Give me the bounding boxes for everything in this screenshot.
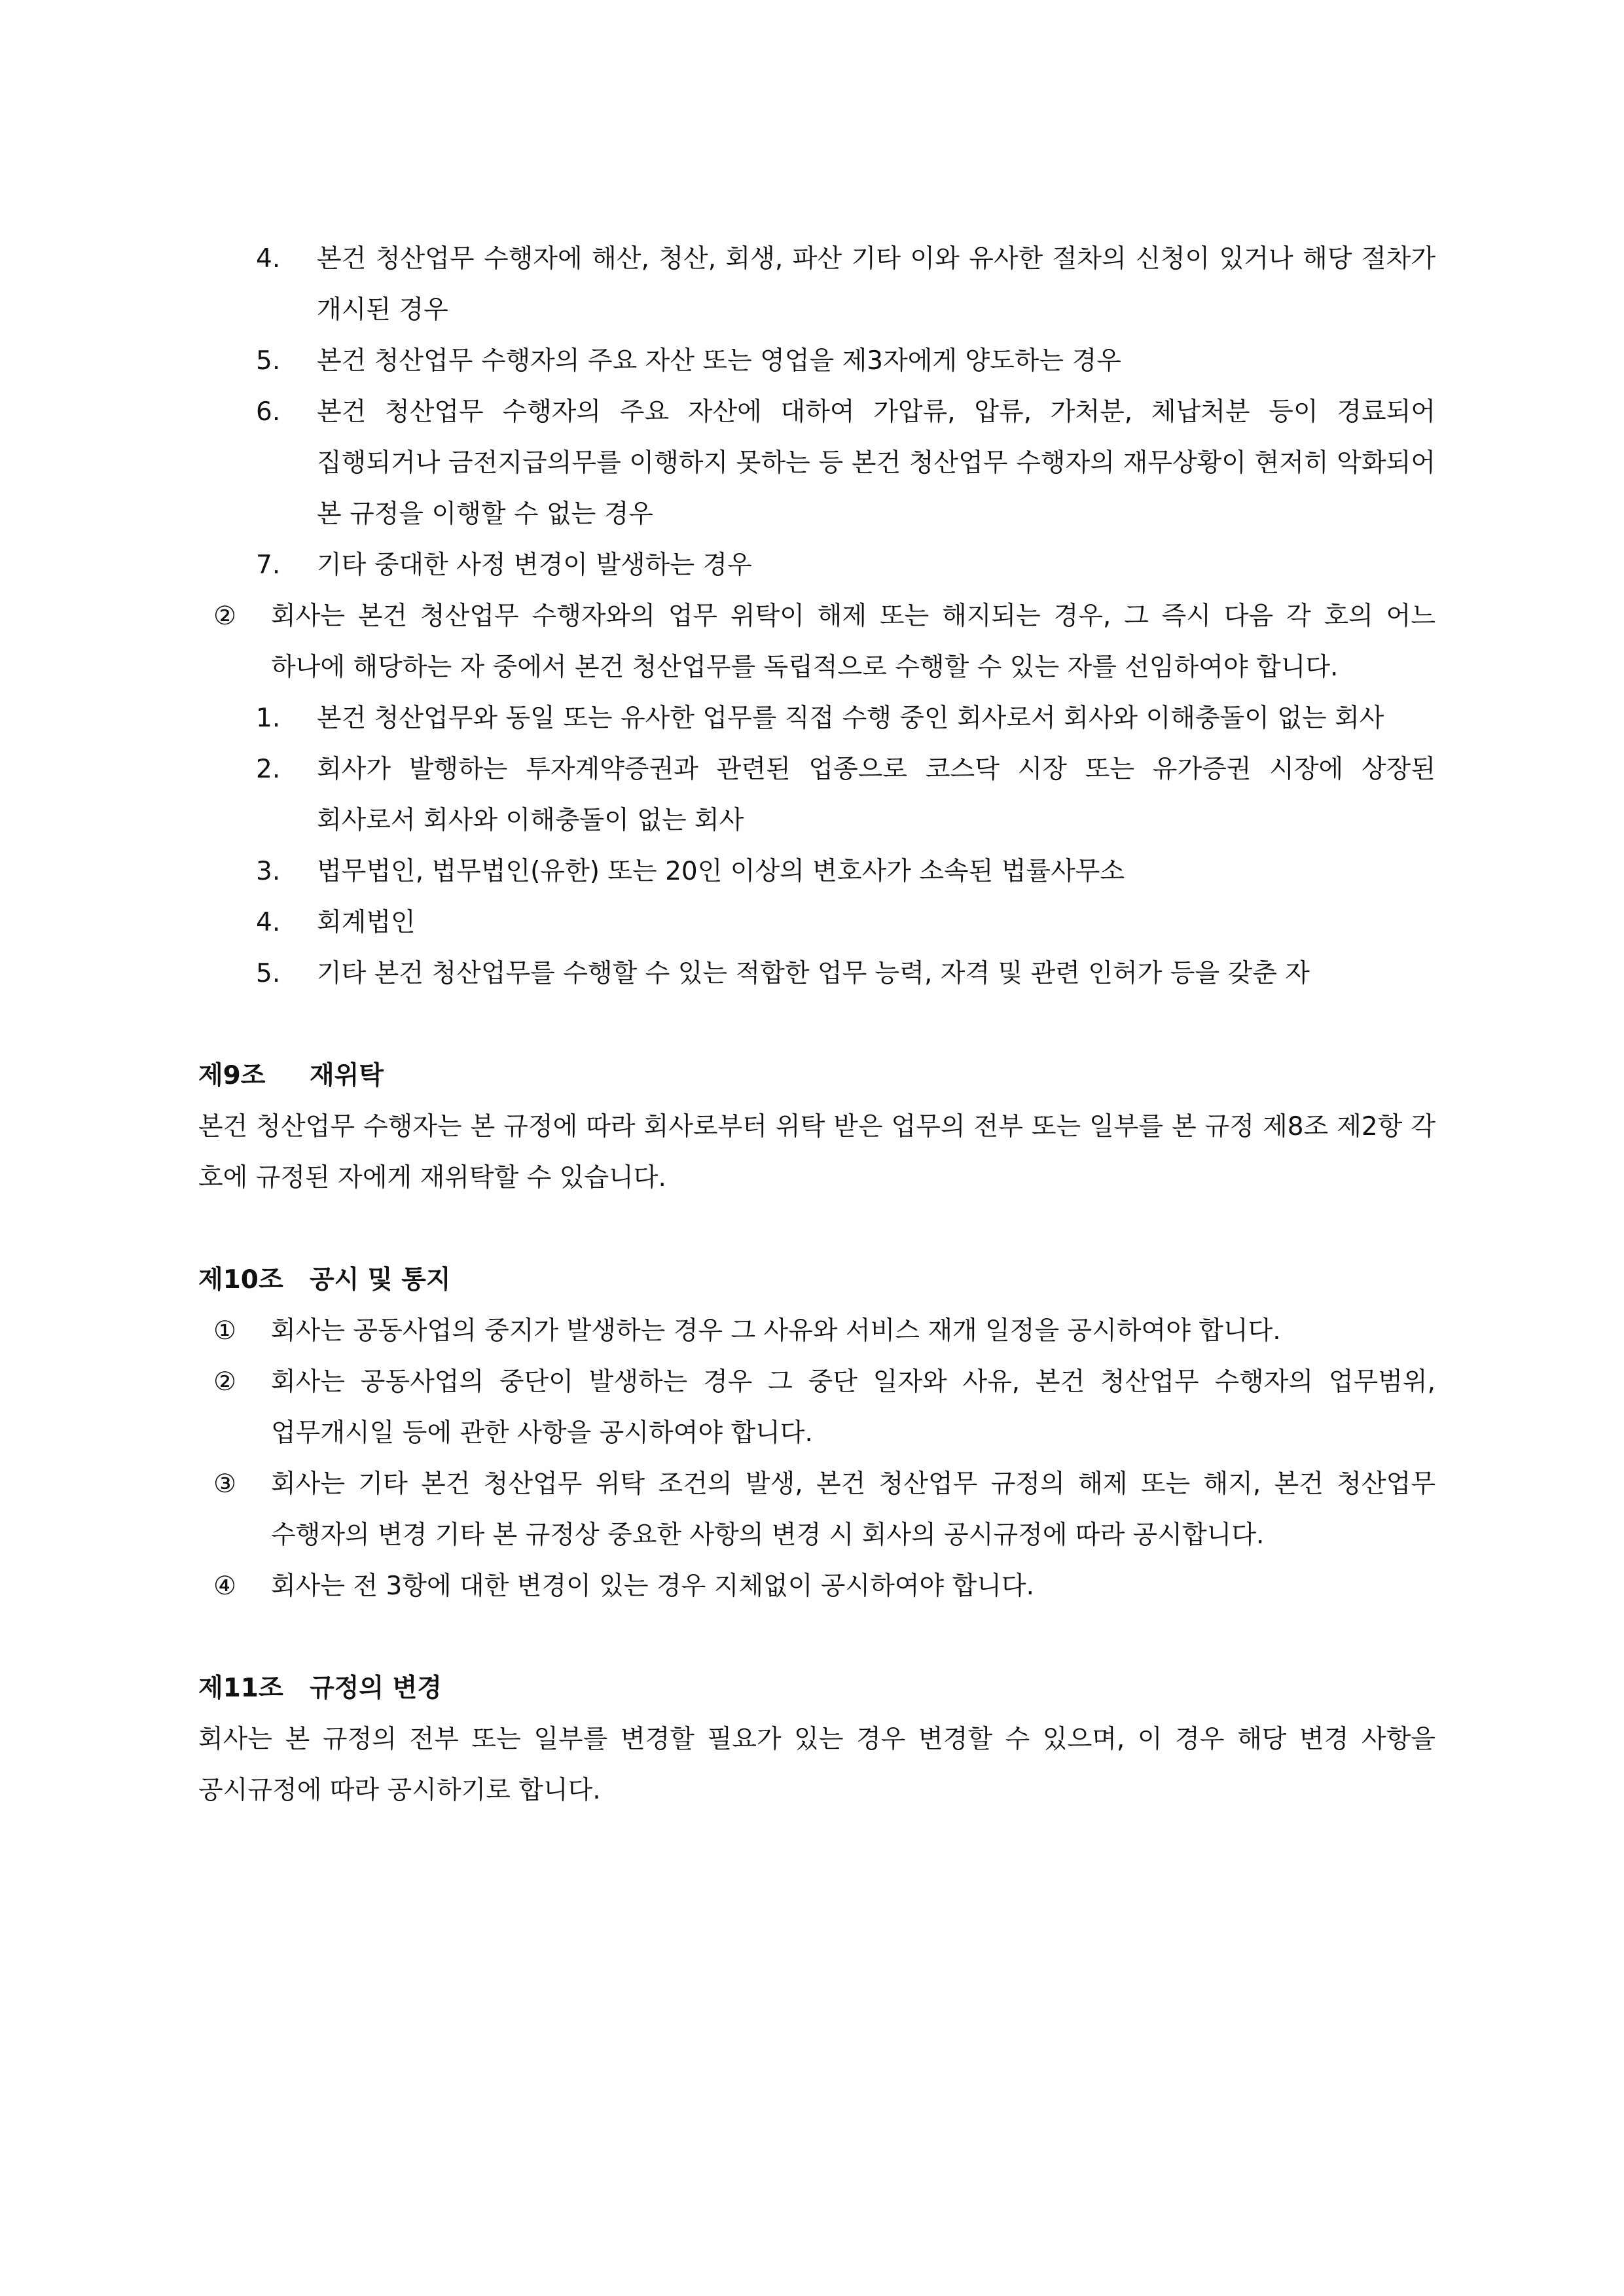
paragraph-marker: ② (213, 1367, 236, 1397)
item-text: 기타 중대한 사정 변경이 발생하는 경우 (317, 550, 752, 580)
article-number: 제9조 (198, 1061, 266, 1090)
list-item (198, 846, 1435, 897)
list-item (198, 234, 1435, 336)
item-text: 본건 청산업무와 동일 또는 유사한 업무를 직접 수행 중인 회사로서 회사와 이해충돌이 없는 회사 (317, 704, 1384, 733)
list-item (198, 387, 1435, 540)
paragraph-text: 회사는 본건 청산업무 수행자와의 업무 위탁이 해제 또는 해지되는 경우, 그 즉시 다음 각 호의 어느 하나에 해당하는 자 중에서 본건 청산업무를 독립적으로 수행할 수 있는 자를 선임하여야 합니다. (271, 601, 1435, 682)
article-body: 회사는 본 규정의 전부 또는 일부를 변경할 필요가 있는 경우 변경할 수 있으며, 이 경우 해당 변경 사항을 공시규정에 따라 공시하기로 합니다. (198, 1725, 1435, 1805)
paragraph-text: 회사는 전 3항에 대한 변경이 있는 경우 지체없이 공시하여야 합니다. (271, 1571, 1034, 1601)
article-body: 본건 청산업무 수행자는 본 규정에 따라 회사로부터 위탁 받은 업무의 전부 또는 일부를 본 규정 제8조 제2항 각 호에 규정된 자에게 재위탁할 수 있습니다. (198, 1112, 1435, 1193)
paragraph-text: 회사는 기타 본건 청산업무 위탁 조건의 발생, 본건 청산업무 규정의 해제 또는 해지, 본건 청산업무 수행자의 변경 기타 본 규정상 중요한 사항의 변경 시 회사의 공시규정에 따라 공시합니다. (271, 1469, 1435, 1550)
article-heading-10 (198, 1255, 1435, 1306)
item-number: 4. (256, 908, 281, 937)
article-title: 규정의 변경 (310, 1674, 442, 1703)
item-number: 7. (256, 550, 281, 580)
item-number: 3. (256, 857, 281, 886)
article-title: 재위탁 (310, 1061, 384, 1090)
item-number: 6. (256, 397, 281, 427)
paragraph (198, 591, 1435, 693)
item-text: 본건 청산업무 수행자의 주요 자산에 대하여 가압류, 압류, 가처분, 체납처분 등이 경료되어 집행되거나 금전지급의무를 이행하지 못하는 등 본건 청산업무 수행자의 재무상황이 현저히 악화되어 본 규정을 이행할 수 없는 경우 (317, 397, 1435, 529)
article-title: 공시 및 통지 (310, 1265, 451, 1295)
article-heading-11 (198, 1663, 1435, 1714)
list-item (198, 540, 1435, 591)
paragraph (198, 1357, 1435, 1459)
paragraph-marker: ④ (213, 1571, 236, 1601)
item-text: 기타 본건 청산업무를 수행할 수 있는 적합한 업무 능력, 자격 및 관련 인허가 등을 갖춘 자 (317, 959, 1310, 988)
paragraph-text: 회사는 공동사업의 중지가 발생하는 경우 그 사유와 서비스 재개 일정을 공시하여야 합니다. (271, 1316, 1281, 1346)
paragraph (198, 1561, 1435, 1612)
item-text: 본건 청산업무 수행자의 주요 자산 또는 영업을 제3자에게 양도하는 경우 (317, 346, 1121, 376)
list-item (198, 693, 1435, 744)
list-item (198, 948, 1435, 999)
item-number: 5. (256, 959, 281, 988)
article-heading-9 (198, 1050, 1435, 1102)
paragraph (198, 1459, 1435, 1561)
paragraph-text: 회사는 공동사업의 중단이 발생하는 경우 그 중단 일자와 사유, 본건 청산업무 수행자의 업무범위, 업무개시일 등에 관한 사항을 공시하여야 합니다. (271, 1367, 1435, 1448)
list-item (198, 897, 1435, 948)
list-item (198, 744, 1435, 846)
article-number: 제11조 (198, 1674, 283, 1703)
item-text: 법무법인, 법무법인(유한) 또는 20인 이상의 변호사가 소속된 법률사무소 (317, 857, 1125, 886)
item-text: 회사가 발행하는 투자계약증권과 관련된 업종으로 코스닥 시장 또는 유가증권 시장에 상장된 회사로서 회사와 이해충돌이 없는 회사 (317, 755, 1435, 835)
item-number: 5. (256, 346, 281, 376)
item-number: 1. (256, 704, 281, 733)
paragraph-marker: ③ (213, 1469, 236, 1499)
item-number: 2. (256, 755, 281, 784)
item-number: 4. (256, 244, 281, 274)
item-text: 본건 청산업무 수행자에 해산, 청산, 회생, 파산 기타 이와 유사한 절차의 신청이 있거나 해당 절차가 개시된 경우 (317, 244, 1435, 325)
paragraph-marker: ② (213, 601, 236, 631)
article-number: 제10조 (198, 1265, 283, 1295)
document-content (198, 234, 1435, 1816)
item-text: 회계법인 (317, 908, 416, 937)
list-item (198, 336, 1435, 387)
paragraph (198, 1306, 1435, 1357)
paragraph-marker: ① (213, 1316, 236, 1346)
